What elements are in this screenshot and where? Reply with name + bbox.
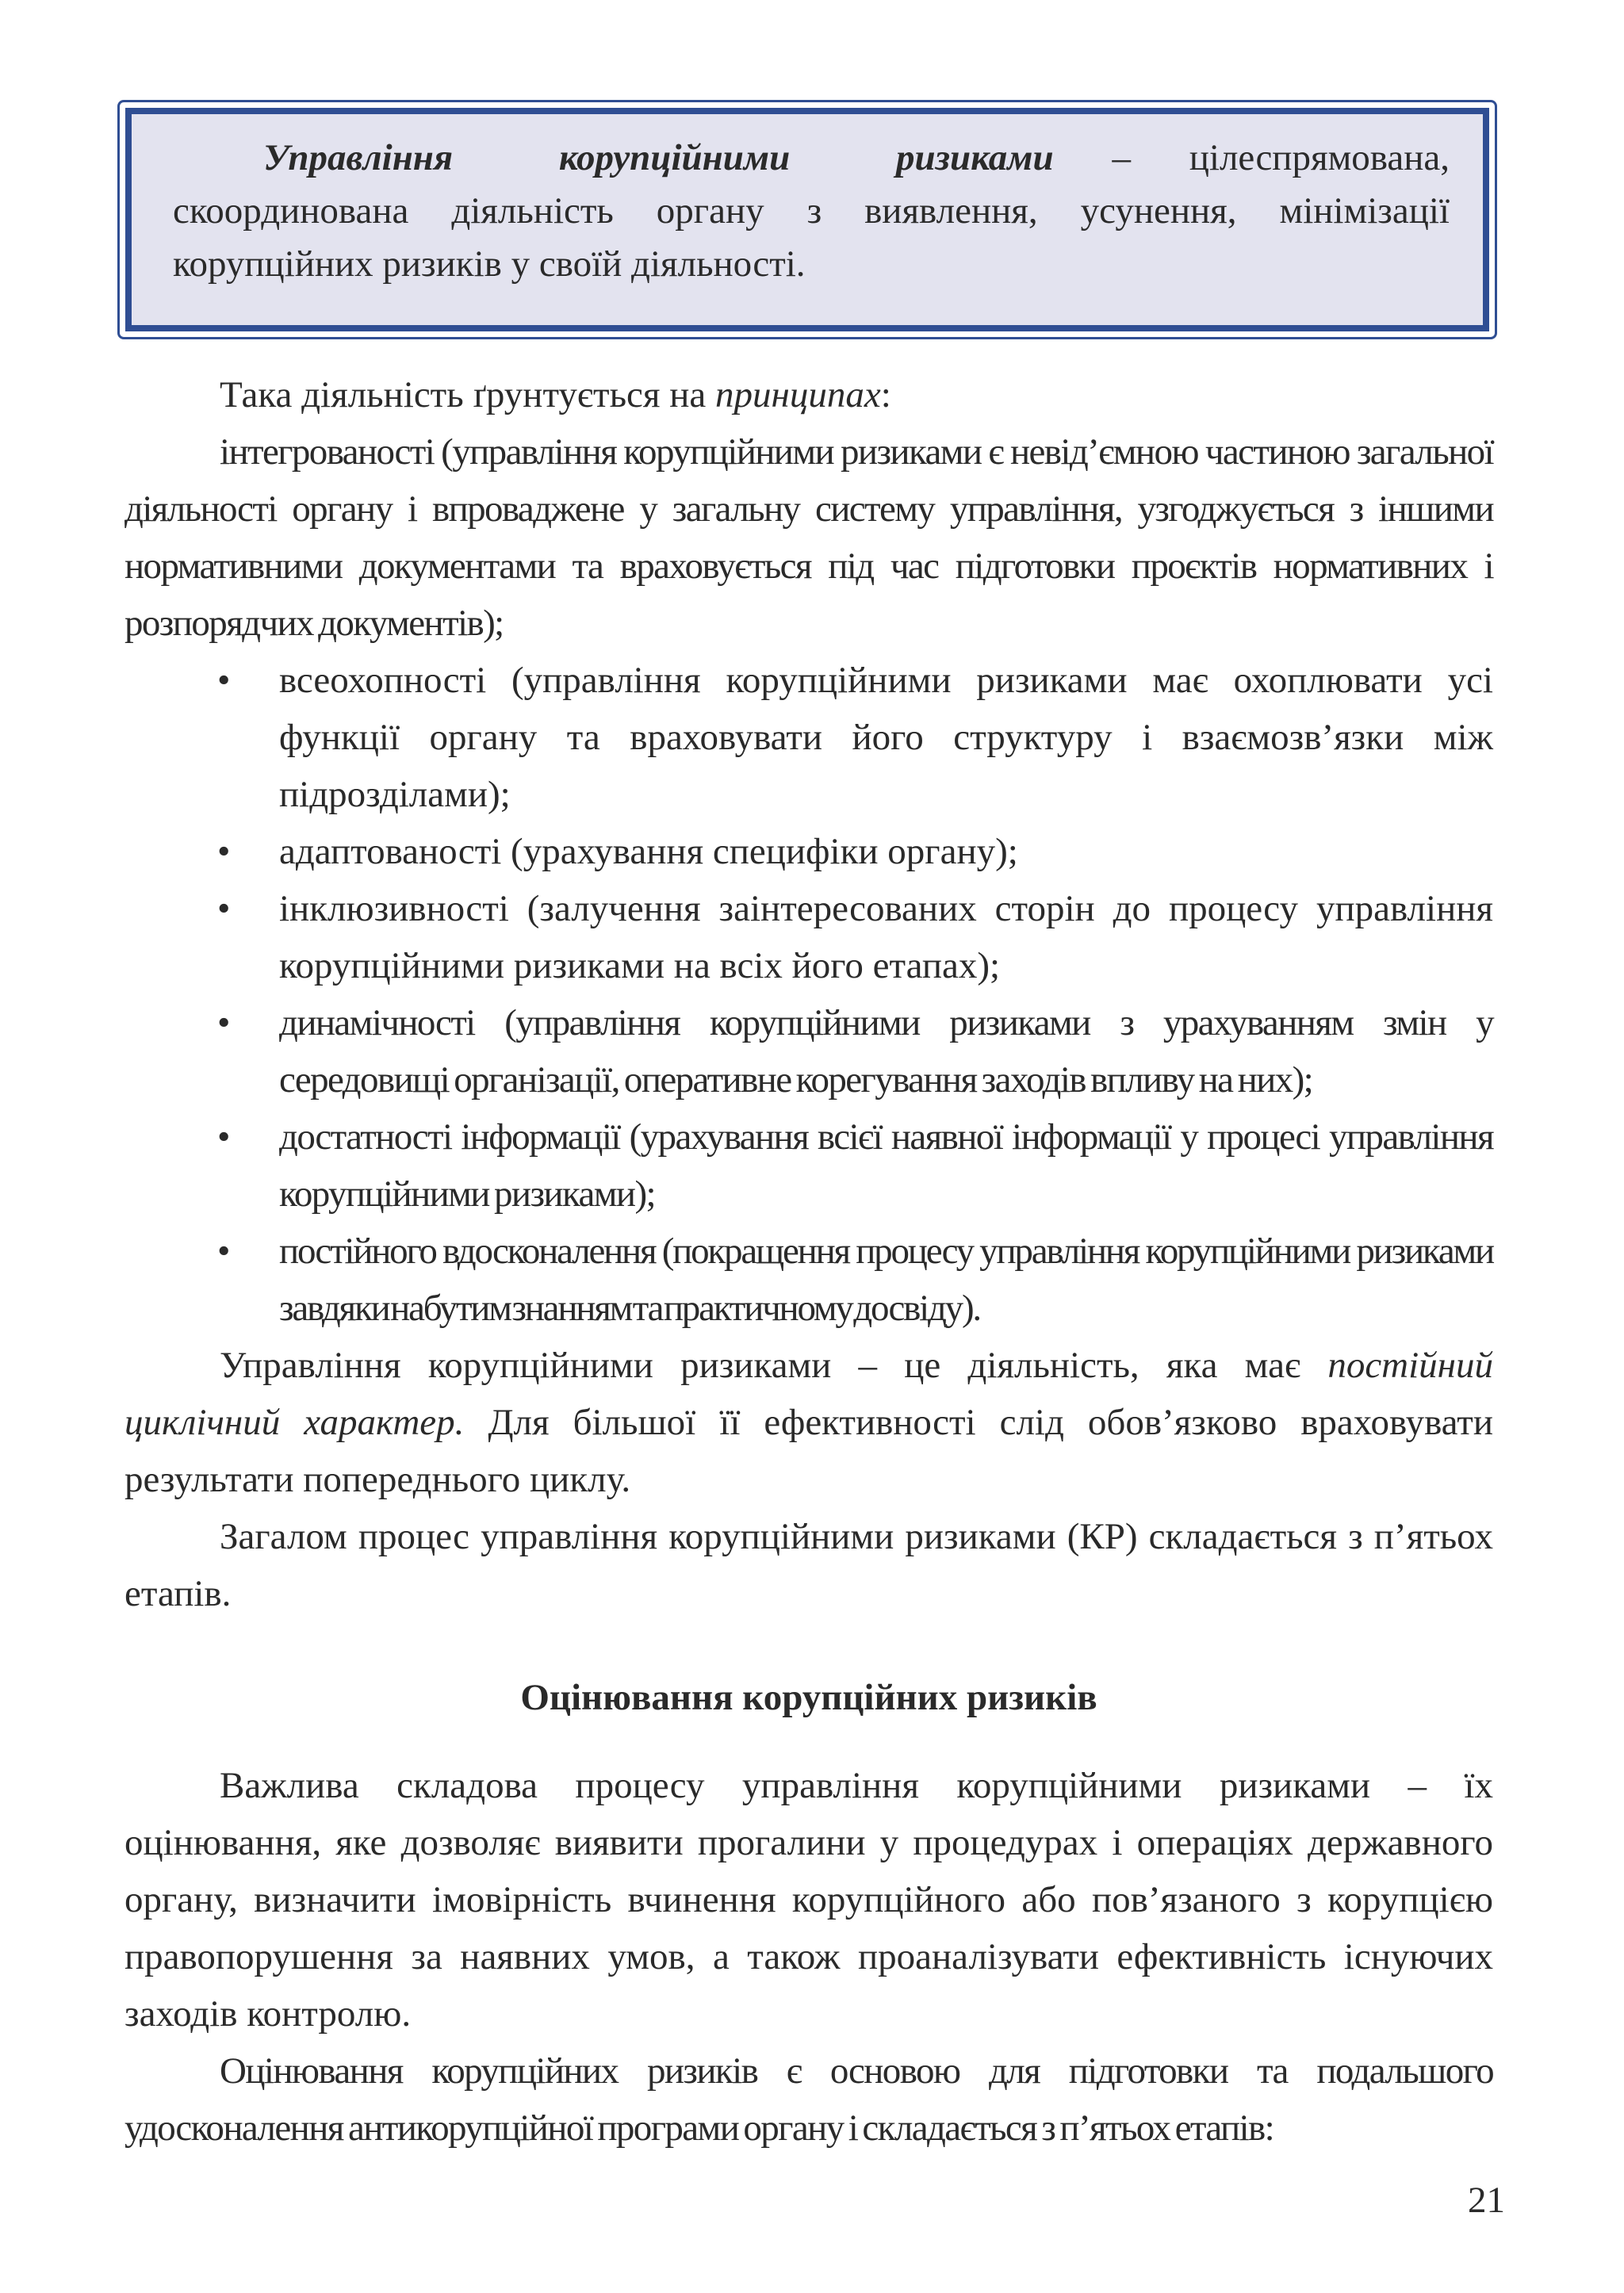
cyclic-text: Управління корупційними ризиками – це діяльність, яка має <box>220 1345 1328 1386</box>
page-number: 21 <box>1468 2180 1505 2221</box>
principles-intro-colon: : <box>880 374 891 415</box>
list-item-text: постійного вдосконалення (покращення процесу управління корупційними ризиками завдяки набутим знанням та практичному досвіду). <box>279 1231 1493 1329</box>
assessment-paragraph: Важлива складова процесу управління корупційними ризиками – їх оцінювання, яке дозволяє виявити прогалини у процедурах і операціях державного органу, визначити імовірність вчинення корупційного або пов’язаного з корупцією правопорушення за наявних умов, а також проаналізувати ефективність існуючих заходів контролю. <box>124 1765 1493 2035</box>
list-item-text: достатності інформації (урахування всієї наявної інформації у процесі управління корупційними ризиками); <box>279 1116 1493 1215</box>
definition-box-inner <box>125 108 1489 331</box>
list-item-text: адаптованості (урахування специфіки органу); <box>279 831 1018 872</box>
list-item <box>124 1108 1493 1223</box>
list-item-text: всеохопності (управління корупційними ризиками має охоплювати усі функції органу та враховувати його структуру і взаємозв’язки між підрозділами); <box>279 660 1493 815</box>
bullet-icon: • <box>217 660 231 701</box>
principles-intro <box>124 366 1493 423</box>
principles-intro-text: Така діяльність ґрунтується на <box>220 374 715 415</box>
list-item-text: динамічності (управління корупційними ризиками з урахуванням змін у середовищі організації, оперативне корегування заходів впливу на них); <box>279 1002 1493 1101</box>
definition-text <box>173 132 1450 291</box>
principles-list <box>124 652 1493 1337</box>
definition-box <box>117 100 1497 339</box>
list-item-text: інклюзивності (залучення заінтересованих сторін до процесу управління корупційними ризиками на всіх його етапах); <box>279 888 1493 986</box>
principle-integration: інтегрованості (управління корупційними ризиками є невід’ємною частиною загальної діяльності органу і впроваджене у загальну систему управління, узгоджується з іншими нормативними документами та враховується під час підготовки проєктів нормативних і розпорядчих документів); <box>124 431 1493 644</box>
list-item <box>124 880 1493 994</box>
bullet-icon: • <box>217 831 231 872</box>
bullet-icon: • <box>217 1002 229 1043</box>
section-heading: Оцінювання корупційних ризиків <box>520 1677 1097 1718</box>
bullet-icon: • <box>217 888 231 929</box>
definition-term: Управління корупційними ризиками <box>263 137 1054 178</box>
cyclic-text-after: Для більшої її ефективності слід обов’язково враховувати результати попереднього циклу. <box>124 1402 1493 1500</box>
cyclic-emphasis: постійний циклічний характер. <box>124 1345 1493 1443</box>
cyclic-paragraph <box>124 1337 1493 1508</box>
basis-paragraph: Оцінювання корупційних ризиків є основою для підготовки та подальшого удосконалення антикорупційної програми органу і складається з п’ятьох етапів: <box>124 2050 1493 2149</box>
principles-section <box>124 366 1493 1622</box>
section-heading-block <box>124 1669 1493 1726</box>
list-item <box>124 994 1493 1108</box>
principles-intro-emphasis: принципах <box>715 374 881 415</box>
bullet-icon: • <box>217 1231 229 1272</box>
list-item <box>124 652 1493 823</box>
stages-paragraph: Загалом процес управління корупційними ризиками (КР) складається з п’ятьох етапів. <box>124 1516 1493 1614</box>
list-item <box>124 823 1493 880</box>
assessment-section <box>124 1757 1493 2157</box>
list-item <box>124 1223 1493 1337</box>
definition-body: – цілеспрямована, скоординована діяльність органу з виявлення, усунення, мінімізації корупційних ризиків у своїй діяльності. <box>173 137 1450 285</box>
bullet-icon: • <box>217 1116 229 1158</box>
